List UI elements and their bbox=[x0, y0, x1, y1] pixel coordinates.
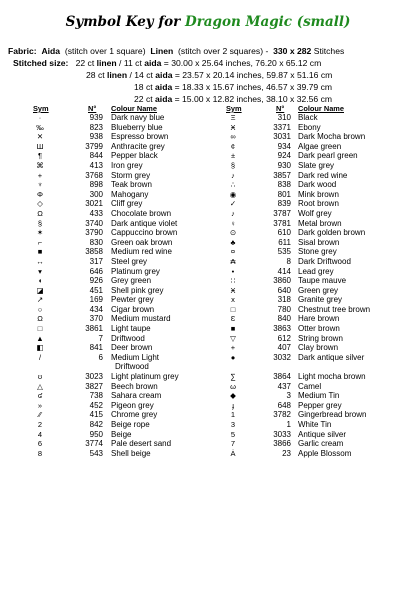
thread-number: 23 bbox=[282, 448, 291, 458]
symbol-icon: + bbox=[37, 170, 43, 180]
table-row bbox=[0, 113, 416, 123]
stitched-size-line-2 bbox=[86, 70, 416, 81]
table-row bbox=[0, 343, 416, 353]
symbol-icon: 5 bbox=[230, 429, 236, 439]
symbol-icon: ♪ bbox=[231, 170, 235, 180]
thread-number: 413 bbox=[89, 160, 103, 170]
symbol-icon: + bbox=[230, 343, 236, 353]
colour-name: Grey green bbox=[111, 276, 152, 286]
symbol-icon: 8 bbox=[37, 448, 43, 458]
colour-name: Dark Driftwood bbox=[298, 256, 351, 266]
title-pattern-name: Dragon Magic (small) bbox=[184, 14, 351, 30]
symbol-icon: Ω bbox=[37, 208, 43, 218]
size-dims: = 23.57 x 20.14 inches, 59.87 x 51.16 cm bbox=[172, 70, 333, 80]
thread-number: 3023 bbox=[85, 372, 103, 382]
table-row bbox=[0, 238, 416, 248]
thread-number: 611 bbox=[278, 237, 291, 247]
table-row bbox=[0, 151, 416, 161]
thread-number: 898 bbox=[89, 180, 103, 190]
thread-number: 407 bbox=[277, 343, 291, 353]
size-fabric: linen bbox=[96, 58, 117, 68]
color-key-table bbox=[0, 113, 416, 458]
colour-name: Lead grey bbox=[298, 266, 334, 276]
thread-number: 452 bbox=[89, 400, 103, 410]
colour-name: Green oak brown bbox=[111, 237, 173, 247]
symbol-icon: ♆ bbox=[37, 180, 43, 190]
table-row bbox=[0, 276, 416, 286]
fabric-line bbox=[8, 46, 416, 57]
colour-name: Metal brown bbox=[298, 218, 342, 228]
thread-number: 437 bbox=[277, 381, 291, 391]
colour-name: Cliff grey bbox=[111, 199, 143, 209]
symbol-icon: ◆ bbox=[230, 391, 236, 401]
colour-name: Shell pink grey bbox=[111, 285, 164, 295]
thread-number: 7 bbox=[98, 333, 103, 343]
colour-name: Teak brown bbox=[111, 180, 152, 190]
colour-name: Pale desert sand bbox=[111, 439, 172, 449]
colour-name: Light platinum grey bbox=[111, 372, 179, 382]
symbol-icon: § bbox=[37, 218, 43, 228]
symbol-icon: □ bbox=[230, 304, 236, 314]
thread-number: 830 bbox=[89, 237, 103, 247]
thread-number: 370 bbox=[89, 314, 103, 324]
symbol-icon: ○ bbox=[37, 304, 43, 314]
right-header-name: Colour Name bbox=[298, 104, 344, 113]
thread-number: 535 bbox=[277, 247, 291, 257]
colour-name: Dark wood bbox=[298, 180, 337, 190]
left-header-num: N° bbox=[88, 104, 97, 113]
thread-number: 3861 bbox=[85, 324, 103, 334]
symbol-icon: Ω bbox=[37, 314, 43, 324]
right-header-num: N° bbox=[276, 104, 285, 113]
thread-number: 433 bbox=[89, 208, 103, 218]
size-dims: = 18.33 x 15.67 inches, 46.57 x 39.79 cm bbox=[172, 82, 333, 92]
table-row bbox=[0, 420, 416, 430]
symbol-icon: · bbox=[38, 113, 42, 122]
symbol-icon: ↔ bbox=[36, 256, 44, 266]
thread-number: 3864 bbox=[273, 372, 291, 382]
symbol-icon: 7 bbox=[230, 439, 236, 449]
thread-number: 612 bbox=[277, 333, 291, 343]
thread-number: 3863 bbox=[273, 324, 291, 334]
thread-number: 415 bbox=[89, 410, 103, 420]
thread-number: 434 bbox=[89, 304, 103, 314]
title-prefix: Symbol Key for bbox=[65, 14, 185, 30]
fabric-aida-note: (stitch over 1 square) bbox=[64, 46, 146, 56]
thread-number: 543 bbox=[89, 448, 103, 458]
colour-name: Clay brown bbox=[298, 343, 339, 353]
colour-name: Chestnut tree brown bbox=[298, 304, 371, 314]
symbol-icon: ✓ bbox=[229, 199, 237, 209]
colour-name: Granite grey bbox=[298, 295, 343, 305]
colour-name: Root brown bbox=[298, 199, 339, 209]
symbol-icon: ∴ bbox=[230, 180, 236, 190]
size-fabric: linen bbox=[107, 70, 128, 80]
thread-number: 3 bbox=[286, 391, 291, 401]
table-row bbox=[0, 171, 416, 181]
thread-number: 451 bbox=[89, 285, 103, 295]
symbol-icon: 4 bbox=[37, 429, 43, 439]
thread-number: 939 bbox=[89, 113, 103, 122]
symbol-icon: Ɛ bbox=[230, 314, 236, 324]
colour-name: Sahara cream bbox=[111, 391, 162, 401]
colour-name: Pepper black bbox=[111, 151, 158, 161]
thread-number: 610 bbox=[277, 228, 291, 238]
size-ct: 22 ct bbox=[75, 58, 95, 68]
colour-name: Apple Blossom bbox=[298, 448, 352, 458]
colour-name: Stone grey bbox=[298, 247, 337, 257]
thread-number: 842 bbox=[89, 420, 103, 429]
symbol-icon: Ȧ bbox=[230, 448, 236, 458]
size-fabric: aida bbox=[155, 82, 173, 92]
symbol-icon: ◉ bbox=[229, 189, 237, 199]
symbol-icon: ʊ bbox=[37, 372, 43, 382]
colour-name: Wolf grey bbox=[298, 208, 332, 218]
table-row bbox=[0, 123, 416, 133]
symbol-icon: ɟ bbox=[231, 400, 235, 410]
thread-number: 3774 bbox=[85, 439, 103, 449]
colour-name: Pepper grey bbox=[298, 400, 342, 410]
thread-number: 3032 bbox=[273, 352, 291, 362]
stitched-size-line-4 bbox=[134, 94, 416, 105]
thread-number: 840 bbox=[277, 314, 291, 324]
symbol-icon: ω bbox=[230, 381, 236, 391]
table-row bbox=[0, 199, 416, 209]
table-row bbox=[0, 257, 416, 267]
fabric-linen-note: (stitch over 2 squares) - bbox=[178, 46, 269, 56]
symbol-icon: □ bbox=[37, 324, 43, 334]
size-sep: / 11 ct bbox=[116, 58, 145, 68]
thread-number: 839 bbox=[277, 199, 291, 209]
symbol-icon: △ bbox=[37, 381, 43, 391]
symbol-icon: ▲ bbox=[36, 333, 44, 343]
thread-number: 938 bbox=[89, 132, 103, 142]
table-row bbox=[0, 353, 416, 372]
colour-name: String brown bbox=[298, 333, 343, 343]
colour-name: Dark Mocha brown bbox=[298, 132, 366, 142]
thread-number: 3740 bbox=[85, 218, 103, 228]
thread-number: 3866 bbox=[273, 439, 291, 449]
table-row bbox=[0, 449, 416, 459]
symbol-icon: ◖ bbox=[37, 276, 43, 286]
thread-number: 3021 bbox=[85, 199, 103, 209]
symbol-icon: 1 bbox=[230, 410, 236, 420]
thread-number: 934 bbox=[277, 141, 291, 151]
stitched-size-label: Stitched size: bbox=[13, 58, 69, 68]
thread-number: 648 bbox=[277, 400, 291, 410]
stitched-size-line-3 bbox=[134, 82, 416, 93]
table-row bbox=[0, 401, 416, 411]
thread-number: 640 bbox=[277, 285, 291, 295]
symbol-icon: ♪ bbox=[231, 208, 235, 218]
symbol-icon: ∞ bbox=[230, 132, 236, 142]
size-ct: 18 ct bbox=[134, 82, 153, 92]
symbol-icon: ■ bbox=[37, 247, 43, 257]
symbol-icon: Ξ bbox=[230, 113, 236, 122]
thread-number: 3033 bbox=[273, 429, 291, 439]
fabric-label: Fabric: bbox=[8, 46, 37, 56]
thread-number: 6 bbox=[98, 352, 103, 362]
size-dims: = 15.00 x 12.82 inches, 38.10 x 32.56 cm bbox=[172, 94, 333, 104]
thread-number: 318 bbox=[277, 295, 291, 305]
symbol-icon: ⊙ bbox=[229, 228, 237, 238]
colour-name: Antique silver bbox=[298, 429, 347, 439]
thread-number: 8 bbox=[286, 256, 291, 266]
symbol-icon: 6 bbox=[37, 439, 43, 449]
colour-name: Dark antique violet bbox=[111, 218, 178, 228]
symbol-icon: ∷ bbox=[230, 276, 236, 286]
thread-number: 3371 bbox=[273, 122, 291, 132]
symbol-icon: ▾ bbox=[38, 266, 42, 276]
thread-number: 738 bbox=[89, 391, 103, 401]
thread-number: 801 bbox=[277, 189, 291, 199]
colour-name-line: Driftwood bbox=[115, 362, 149, 372]
colour-name: Beech brown bbox=[111, 381, 158, 391]
colour-name: Shell beige bbox=[111, 448, 151, 458]
colour-name: Platinum grey bbox=[111, 266, 160, 276]
colour-name: Driftwood bbox=[111, 333, 145, 343]
symbol-icon: ⌘ bbox=[36, 160, 44, 170]
thread-number: 924 bbox=[277, 151, 291, 161]
table-row bbox=[0, 439, 416, 449]
colour-name: Medium red wine bbox=[111, 247, 172, 257]
table-row bbox=[0, 286, 416, 296]
symbol-icon: ‰ bbox=[36, 122, 44, 132]
symbol-icon: ◇ bbox=[37, 199, 43, 209]
colour-name: Camel bbox=[298, 381, 322, 391]
symbol-icon: / bbox=[38, 352, 42, 362]
table-row bbox=[0, 295, 416, 305]
table-row bbox=[0, 228, 416, 238]
thread-number: 3860 bbox=[273, 276, 291, 286]
colour-name: Dark pearl green bbox=[298, 151, 358, 161]
colour-name: White Tin bbox=[298, 420, 332, 429]
colour-name: Dark navy blue bbox=[111, 113, 165, 122]
symbol-icon: Φ bbox=[37, 189, 43, 199]
thread-number: 926 bbox=[89, 276, 103, 286]
colour-name: Light mocha brown bbox=[298, 372, 366, 382]
symbol-icon: 3 bbox=[230, 420, 236, 429]
colour-name: Medium mustard bbox=[111, 314, 171, 324]
table-row bbox=[0, 161, 416, 171]
symbol-icon: ▽ bbox=[230, 333, 236, 343]
colour-name: Sisal brown bbox=[298, 237, 340, 247]
table-row bbox=[0, 372, 416, 382]
symbol-icon: ± bbox=[230, 151, 236, 161]
symbol-icon: ¶ bbox=[37, 151, 43, 161]
thread-number: 838 bbox=[277, 180, 291, 190]
thread-number: 3857 bbox=[273, 170, 291, 180]
colour-name: Otter brown bbox=[298, 324, 340, 334]
fabric-aida: Aida bbox=[41, 46, 61, 56]
colour-name: Green grey bbox=[298, 285, 339, 295]
symbol-icon: Ӿ bbox=[230, 122, 236, 132]
table-row bbox=[0, 142, 416, 152]
size-fabric: aida bbox=[155, 94, 173, 104]
symbol-icon: ✕ bbox=[36, 132, 44, 142]
colour-name: Iron grey bbox=[111, 160, 143, 170]
colour-name: Beige rope bbox=[111, 420, 150, 429]
colour-name: Blueberry blue bbox=[111, 122, 163, 132]
colour-name-line: Medium Light bbox=[111, 352, 160, 362]
thread-number: 646 bbox=[89, 266, 103, 276]
table-row bbox=[0, 334, 416, 344]
colour-name: Pigeon grey bbox=[111, 400, 154, 410]
colour-name: Steel grey bbox=[111, 256, 148, 266]
symbol-icon: ♀ bbox=[230, 218, 236, 228]
colour-name: Gingerbread brown bbox=[298, 410, 367, 420]
symbol-icon: ¤ bbox=[230, 247, 236, 257]
right-header-sym: Sym bbox=[226, 104, 242, 113]
table-row bbox=[0, 410, 416, 420]
left-header-name: Colour Name bbox=[111, 104, 157, 113]
colour-name: Black bbox=[298, 113, 318, 122]
size-ct: 28 ct bbox=[86, 70, 105, 80]
thread-number: 414 bbox=[277, 266, 291, 276]
symbol-icon: ʛ bbox=[37, 391, 43, 401]
symbol-icon: ₳ bbox=[230, 256, 236, 266]
colour-name bbox=[111, 353, 159, 372]
colour-name: Taupe mauve bbox=[298, 276, 347, 286]
symbol-icon: ◪ bbox=[36, 285, 44, 295]
colour-name: Anthracite grey bbox=[111, 141, 165, 151]
symbol-icon: ♣ bbox=[230, 237, 236, 247]
colour-name: Storm grey bbox=[111, 170, 151, 180]
colour-name: Hare brown bbox=[298, 314, 340, 324]
table-row bbox=[0, 180, 416, 190]
fabric-linen: Linen bbox=[150, 46, 174, 56]
colour-name: Deer brown bbox=[111, 343, 153, 353]
stitched-size-line-1 bbox=[13, 58, 416, 69]
symbol-icon: ⌐ bbox=[37, 237, 43, 247]
size-dims: = 30.00 x 25.64 inches, 76.20 x 65.12 cm bbox=[161, 58, 322, 68]
size-ct: 22 ct bbox=[134, 94, 153, 104]
thread-number: 950 bbox=[89, 429, 103, 439]
colour-name: Light taupe bbox=[111, 324, 151, 334]
thread-number: 3768 bbox=[85, 170, 103, 180]
table-row bbox=[0, 267, 416, 277]
table-row bbox=[0, 305, 416, 315]
table-row bbox=[0, 132, 416, 142]
colour-name: Beige bbox=[111, 429, 132, 439]
colour-name: Dark red wine bbox=[298, 170, 348, 180]
size-sep: / 14 ct bbox=[127, 70, 156, 80]
symbol-icon: ■ bbox=[230, 324, 236, 334]
table-row bbox=[0, 209, 416, 219]
colour-name: Garlic cream bbox=[298, 439, 344, 449]
symbol-icon: ◧ bbox=[36, 343, 44, 353]
symbol-icon: 2 bbox=[37, 420, 43, 429]
colour-name: Slate grey bbox=[298, 160, 335, 170]
thread-number: 844 bbox=[89, 151, 103, 161]
size-fabric2: aida bbox=[144, 58, 162, 68]
thread-number: 3031 bbox=[273, 132, 291, 142]
stitch-count-label: Stitches bbox=[313, 46, 345, 56]
thread-number: 3781 bbox=[273, 218, 291, 228]
symbol-icon: ⁄⁄ bbox=[38, 410, 42, 420]
symbol-icon: § bbox=[230, 160, 236, 170]
table-row bbox=[0, 247, 416, 257]
colour-name: Espresso brown bbox=[111, 132, 169, 142]
thread-number: 3782 bbox=[273, 410, 291, 420]
table-row bbox=[0, 324, 416, 334]
size-fabric2: aida bbox=[155, 70, 173, 80]
thread-number: 780 bbox=[277, 304, 291, 314]
colour-name: Mahogany bbox=[111, 189, 149, 199]
symbol-icon: ∑ bbox=[230, 372, 236, 382]
left-header-sym: Sym bbox=[33, 104, 49, 113]
thread-number: 3790 bbox=[85, 228, 103, 238]
colour-name: Cappuccino brown bbox=[111, 228, 178, 238]
symbol-icon: Ш bbox=[36, 141, 44, 151]
symbol-icon: ✶ bbox=[36, 228, 44, 238]
colour-name: Ebony bbox=[298, 122, 321, 132]
page-title bbox=[0, 14, 416, 30]
colour-name: Dark antique silver bbox=[298, 352, 365, 362]
colour-name: Algae green bbox=[298, 141, 342, 151]
table-row bbox=[0, 391, 416, 401]
table-row bbox=[0, 219, 416, 229]
colour-name: Chocolate brown bbox=[111, 208, 172, 218]
colour-name: Chrome grey bbox=[111, 410, 158, 420]
symbol-icon: ↗ bbox=[36, 295, 44, 305]
thread-number: 823 bbox=[89, 122, 103, 132]
thread-number: 3787 bbox=[273, 208, 291, 218]
thread-number: 3858 bbox=[85, 247, 103, 257]
symbol-icon: » bbox=[37, 400, 43, 410]
colour-name: Cigar brown bbox=[111, 304, 155, 314]
thread-number: 317 bbox=[89, 256, 103, 266]
symbol-icon: x bbox=[231, 295, 235, 305]
symbol-icon: Ӿ bbox=[230, 285, 236, 295]
thread-number: 3799 bbox=[85, 141, 103, 151]
colour-name: Medium Tin bbox=[298, 391, 340, 401]
thread-number: 1 bbox=[286, 420, 291, 429]
colour-name: Dark golden brown bbox=[298, 228, 366, 238]
thread-number: 841 bbox=[89, 343, 103, 353]
table-row bbox=[0, 430, 416, 440]
thread-number: 930 bbox=[277, 160, 291, 170]
colour-name: Mink brown bbox=[298, 189, 339, 199]
symbol-icon: ¢ bbox=[230, 141, 236, 151]
thread-number: 169 bbox=[89, 295, 103, 305]
thread-number: 300 bbox=[89, 189, 103, 199]
table-row bbox=[0, 314, 416, 324]
thread-number: 3827 bbox=[85, 381, 103, 391]
table-row bbox=[0, 382, 416, 392]
stitch-count: 330 x 282 bbox=[273, 46, 312, 56]
table-row bbox=[0, 190, 416, 200]
symbol-icon: ● bbox=[230, 352, 236, 362]
colour-name: Pewter grey bbox=[111, 295, 154, 305]
symbol-icon: • bbox=[231, 266, 235, 276]
thread-number: 310 bbox=[277, 113, 291, 122]
